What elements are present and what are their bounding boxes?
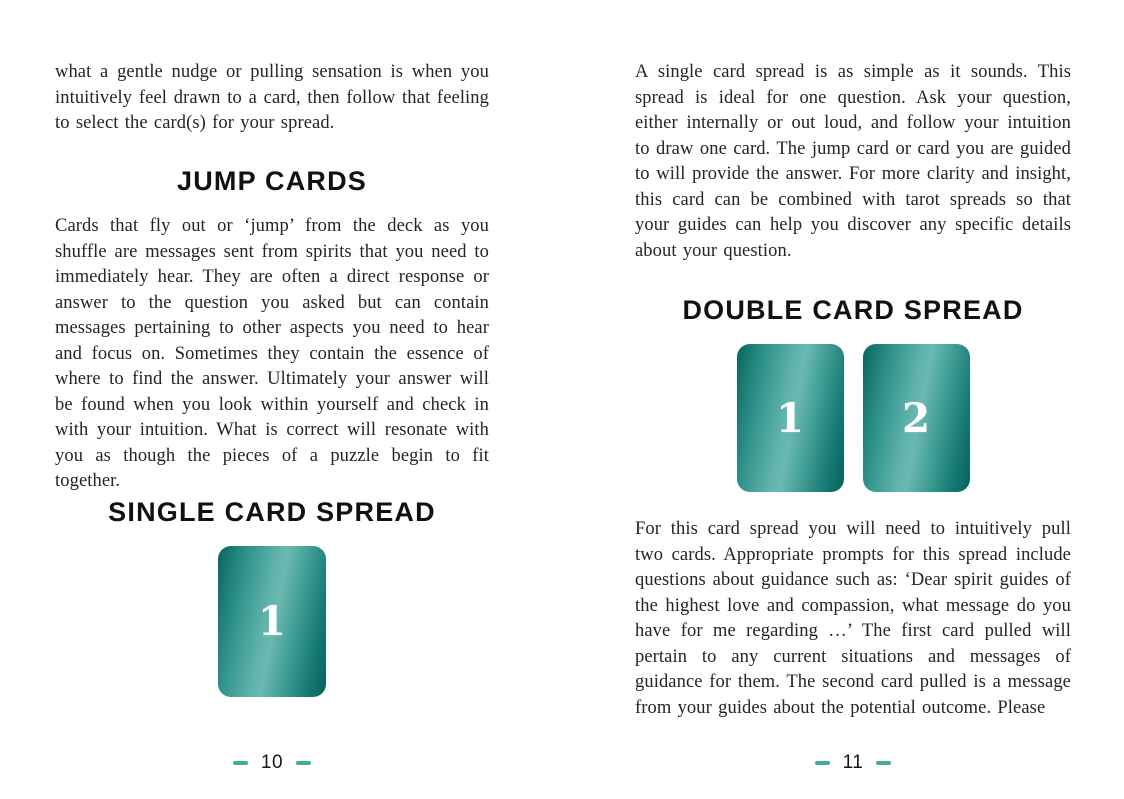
- tarot-card-2: [863, 344, 970, 492]
- double-card-diagram: [635, 344, 1071, 492]
- left-intro-paragraph: what a gentle nudge or pulling sensation is when you intuitively feel drawn to a card, then follow that feeling to select the card(s) for your spread.: [55, 62, 489, 133]
- double-card-paragraph: For this card spread you will need to intuitively pull two cards. Appropriate prompts for this spread include questions about guidance such as: ‘Dear spirit guides of the highest love and compassion, what message do you have for me regarding …’ The first card pulled will pertain to any current situations and messages of guidance for them. The second card pulled is a message from your guides about the potential outcome. Please: [635, 519, 1071, 718]
- double-card-spread-heading: DOUBLE CARD SPREAD: [682, 295, 1024, 325]
- jump-cards-paragraph: Cards that fly out or ‘jump’ from the deck as you shuffle are messages sent from spirits that you need to immediately hear. They are often a direct response or answer to the question you asked but can contain messages pertaining to other aspects you need to hear and focus on. Sometimes they contain the essence of where to find the answer. Ultimately your answer will be found when you look within yourself and check in with your intuition. What is correct will resonate with you as though the pieces of a puzzle begin to fit together.: [55, 216, 489, 491]
- page-right: [562, 0, 1124, 799]
- left-page-number: 10: [260, 752, 284, 773]
- single-card-diagram: [218, 546, 326, 697]
- card-number: 2: [902, 394, 930, 442]
- card-number: 1: [776, 394, 804, 442]
- jump-cards-heading: JUMP CARDS: [176, 166, 368, 196]
- page-dash-icon: [815, 761, 830, 765]
- page-dash-icon: [296, 761, 311, 765]
- page-dash-icon: [876, 761, 891, 765]
- right-page-number: 11: [842, 752, 864, 773]
- card-number: 1: [258, 598, 286, 645]
- page-dash-icon: [233, 761, 248, 765]
- tarot-card-1: [218, 546, 326, 697]
- single-card-spread-heading: SINGLE CARD SPREAD: [108, 497, 436, 527]
- single-card-paragraph: A single card spread is as simple as it sounds. This spread is ideal for one question. Ask your question, either internally or out loud, and follow your intuition to draw one card. The jump card or card you are guided to will provide the answer. For more clarity and insight, this card can be combined with tarot spreads so that your guides can help you discover any specific details about your question.: [635, 62, 1071, 261]
- left-page-footer: [55, 752, 489, 774]
- right-page-footer: [635, 752, 1071, 774]
- tarot-card-1: [737, 344, 844, 492]
